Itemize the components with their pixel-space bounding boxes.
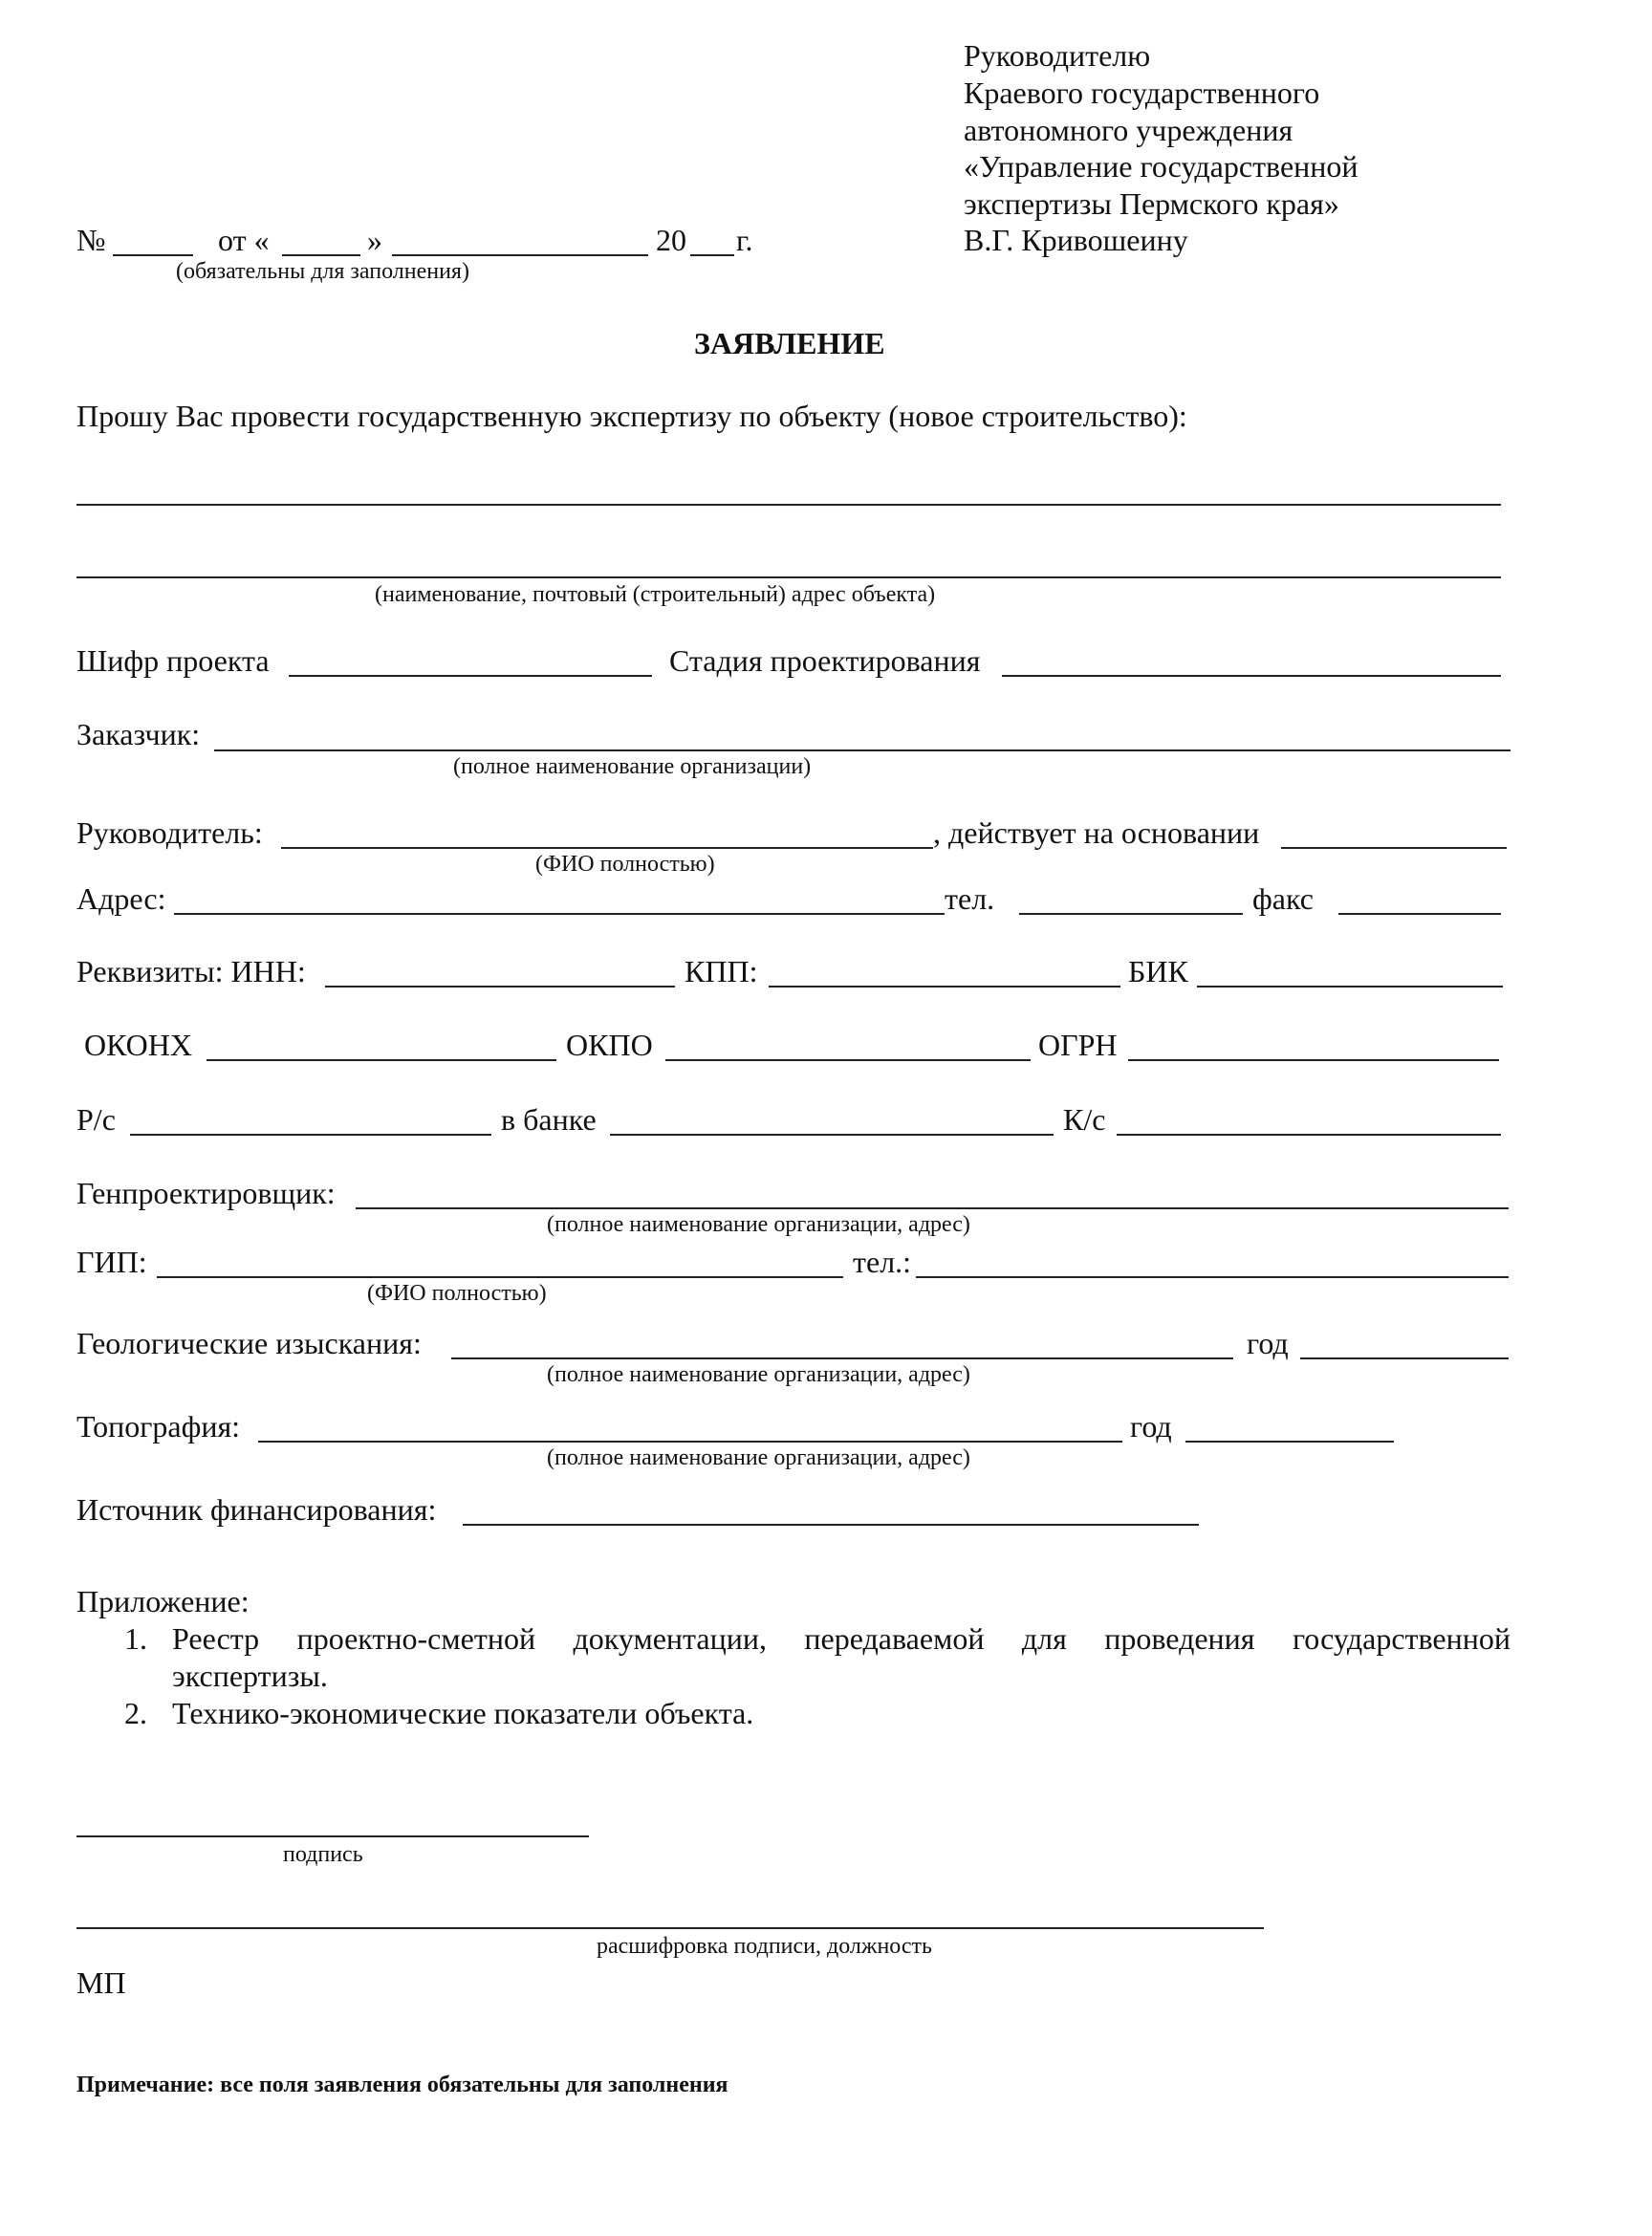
corr-account-field[interactable] (1117, 1134, 1501, 1136)
geology-year-field[interactable] (1300, 1357, 1509, 1359)
phone-field[interactable] (1019, 913, 1243, 915)
date-month-field[interactable] (392, 254, 648, 256)
topography-hint: (полное наименование организации, адрес) (547, 1445, 970, 1470)
date-from-label: от « (218, 223, 270, 257)
attachment-2-number: 2. (124, 1696, 147, 1730)
date-quote-close: » (367, 223, 382, 257)
address-field[interactable] (174, 913, 945, 915)
attachments-heading: Приложение: (76, 1584, 250, 1618)
fax-label: факс (1252, 881, 1314, 916)
chief-engineer-field[interactable] (157, 1276, 843, 1278)
signature-field[interactable] (76, 1835, 589, 1837)
okpo-field[interactable] (665, 1059, 1031, 1061)
recipient-line-4: «Управление государственной (964, 149, 1359, 184)
customer-hint: (полное наименование организации) (453, 754, 812, 779)
attachment-1-line-2: экспертизы. (172, 1659, 328, 1693)
note-text: Примечание: все поля заявления обязательны для заполнения (76, 2073, 728, 2097)
address-label: Адрес: (76, 881, 166, 916)
funding-field[interactable] (463, 1524, 1199, 1526)
chief-phone-label: тел.: (853, 1245, 912, 1279)
customer-field[interactable] (214, 749, 1511, 751)
kpp-label: КПП: (685, 954, 758, 988)
date-year-field[interactable] (690, 254, 734, 256)
year-prefix: 20 (656, 223, 686, 257)
attachment-1-number: 1. (124, 1621, 147, 1656)
geology-field[interactable] (451, 1357, 1233, 1359)
geology-hint: (полное наименование организации, адрес) (547, 1362, 970, 1387)
header-hint: (обязательны для заполнения) (176, 259, 469, 284)
request-text: Прошу Вас провести государственную экспертизу по объекту (новое строительство): (76, 399, 1187, 433)
chief-phone-field[interactable] (916, 1276, 1509, 1278)
page-title: ЗАЯВЛЕНИЕ (694, 326, 885, 360)
general-designer-hint: (полное наименование организации, адрес) (547, 1212, 970, 1237)
phone-label: тел. (945, 881, 995, 916)
okonh-field[interactable] (206, 1059, 556, 1061)
head-label: Руководитель: (76, 815, 263, 850)
corr-account-label: К/с (1063, 1102, 1106, 1137)
head-field[interactable] (281, 847, 933, 849)
ogrn-field[interactable] (1128, 1059, 1499, 1061)
topography-year-field[interactable] (1185, 1441, 1394, 1443)
bik-label: БИК (1128, 954, 1188, 988)
topography-year-label: год (1130, 1409, 1172, 1444)
number-field[interactable] (113, 254, 193, 256)
bank-field[interactable] (610, 1134, 1054, 1136)
geology-year-label: год (1247, 1326, 1289, 1360)
signature-decode-field[interactable] (76, 1927, 1264, 1929)
recipient-line-2: Краевого государственного (964, 76, 1320, 110)
object-name-field-2[interactable] (76, 576, 1501, 578)
inn-field[interactable] (325, 986, 675, 988)
stamp-label: МП (76, 1965, 126, 2000)
number-sign: № (76, 223, 106, 257)
project-code-label: Шифр проекта (76, 643, 270, 678)
in-bank-label: в банке (501, 1102, 597, 1137)
chief-hint: (ФИО полностью) (367, 1281, 547, 1306)
account-field[interactable] (130, 1134, 491, 1136)
object-name-field-1[interactable] (76, 504, 1501, 506)
recipient-line-5: экспертизы Пермского края» (964, 186, 1339, 221)
recipient-line-3: автономного учреждения (964, 113, 1293, 147)
acts-basis-label: , действует на основании (933, 815, 1260, 850)
general-designer-label: Генпроектировщик: (76, 1176, 336, 1210)
inn-label: Реквизиты: ИНН: (76, 954, 306, 988)
head-hint: (ФИО полностью) (535, 852, 715, 877)
account-label: Р/с (76, 1102, 116, 1137)
general-designer-field[interactable] (356, 1207, 1509, 1209)
date-day-field[interactable] (282, 254, 360, 256)
design-stage-label: Стадия проектирования (669, 643, 981, 678)
recipient-name: В.Г. Кривошеину (964, 223, 1188, 257)
signature-hint: подпись (283, 1842, 363, 1867)
bik-field[interactable] (1197, 986, 1503, 988)
signature-decode-hint: расшифровка подписи, должность (597, 1934, 932, 1959)
project-code-field[interactable] (289, 675, 652, 677)
okonh-label: ОКОНХ (84, 1028, 192, 1062)
chief-engineer-label: ГИП: (76, 1245, 147, 1279)
ogrn-label: ОГРН (1038, 1028, 1118, 1062)
attachment-1-line-1: Реестр проектно-сметной документации, передаваемой для проведения государственной (172, 1621, 1511, 1656)
geology-label: Геологические изыскания: (76, 1326, 422, 1360)
funding-label: Источник финансирования: (76, 1492, 437, 1527)
customer-label: Заказчик: (76, 717, 201, 751)
year-suffix: г. (736, 223, 753, 257)
attachment-2-text: Технико-экономические показатели объекта. (172, 1696, 754, 1730)
okpo-label: ОКПО (566, 1028, 653, 1062)
design-stage-field[interactable] (1002, 675, 1501, 677)
fax-field[interactable] (1338, 913, 1501, 915)
kpp-field[interactable] (769, 986, 1120, 988)
topography-field[interactable] (258, 1441, 1122, 1443)
object-hint: (наименование, почтовый (строительный) адрес объекта) (375, 582, 936, 607)
topography-label: Топография: (76, 1409, 241, 1444)
recipient-line-1: Руководителю (964, 38, 1151, 73)
acts-basis-field[interactable] (1281, 847, 1507, 849)
